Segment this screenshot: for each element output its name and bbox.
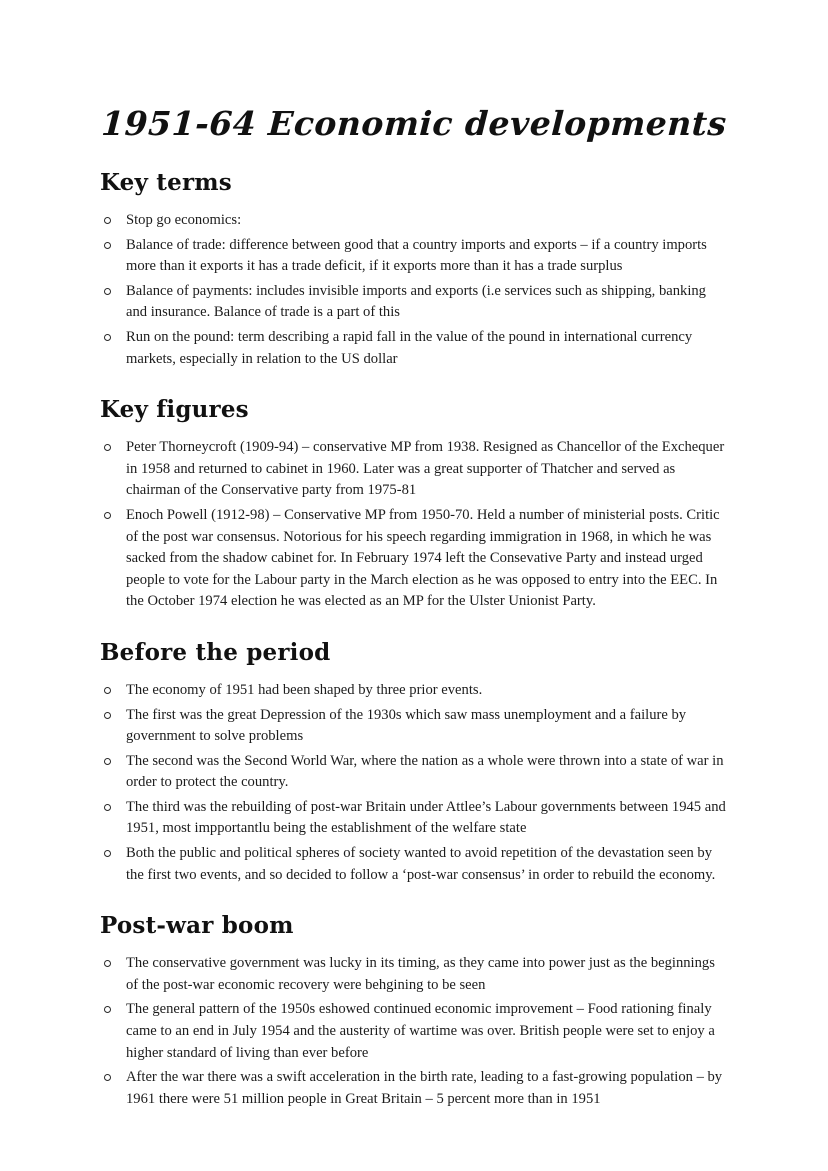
bullet-icon (104, 444, 111, 451)
list-item (100, 505, 728, 613)
bullet-text: Balance of trade: difference between good that a country imports and exports – if a country imports more than it exports it has a trade deficit, if it exports more than it has a trade surplus (126, 236, 707, 275)
page-title: 1951-64 Economic developments (100, 104, 728, 143)
section-heading: Before the period (100, 638, 331, 666)
section-key-figures (100, 396, 728, 613)
bullet-icon (104, 1006, 111, 1013)
bullet-icon (104, 758, 111, 765)
bullet-list (100, 210, 728, 370)
bullet-text: The conservative government was lucky in its timing, as they came into power just as the beginnings of the post-war economic recovery were behgining to be seen (126, 955, 715, 993)
bullet-text: The general pattern of the 1950s eshowed continued economic improvement – Food rationing finaly came to an end in July 1954 and the austerity of wartime was over. British people were set to enjoy a higher standard of living than ever before (126, 1001, 715, 1061)
bullet-icon (104, 960, 111, 967)
list-item (100, 1067, 728, 1110)
bullet-text: After the war there was a swift acceleration in the birth rate, leading to a fast-growing population – by 1961 there were 51 million people in Great Britain – 5 percent more than in 1951 (126, 1069, 723, 1107)
bullet-text: Peter Thorneycroft (1909-94) – conservative MP from 1938. Resigned as Chancellor of the Exchequer in 1958 and returned to cabinet in 1960. Later was a great supporter of Thatcher and served as chairman of the Conservative party from 1975-81 (126, 439, 725, 499)
list-item (100, 953, 728, 996)
bullet-icon (104, 288, 111, 295)
bullet-list (100, 953, 728, 1110)
bullet-text: The third was the rebuilding of post-war Britain under Attlee’s Labour governments between 1945 and 1951, most impportantlu being the establishment of the welfare state (126, 798, 726, 837)
list-item (100, 235, 728, 278)
bullet-icon (104, 687, 111, 694)
bullet-text: The economy of 1951 had been shaped by three prior events. (126, 681, 483, 698)
bullet-text: Both the public and political spheres of society wanted to avoid repetition of the devastation seen by the first two events, and so decided to follow a ‘post-war consensus’ in order to rebuild the economy. (126, 845, 716, 883)
section-heading: Key terms (100, 169, 232, 196)
list-item (100, 210, 728, 232)
bullet-icon (104, 804, 111, 811)
bullet-list (100, 437, 728, 613)
bullet-text: Balance of payments: includes invisible imports and exports (i.e services such as shipping, banking and insurance. Balance of trade is a part of this (126, 282, 706, 321)
list-item (100, 437, 728, 502)
bullet-text: The first was the great Depression of the 1930s which saw mass unemployment and a failure by government to solve problems (126, 706, 687, 745)
section-key-terms (100, 169, 728, 370)
list-item (100, 751, 728, 794)
list-item (100, 843, 728, 886)
bullet-icon (104, 242, 111, 249)
bullet-icon (104, 850, 111, 857)
section-post-war-boom (100, 912, 728, 1110)
list-item (100, 680, 728, 702)
bullet-icon (104, 512, 111, 519)
bullet-icon (104, 217, 111, 224)
section-before-the-period (100, 639, 728, 886)
list-item (100, 999, 728, 1064)
list-item (100, 281, 728, 324)
bullet-text: Stop go economics: (126, 212, 242, 228)
bullet-text: Enoch Powell (1912-98) – Conservative MP from 1950-70. Held a number of ministerial posts. Critic of the post war consensus. Notorious for his speech regarding immigration in 1968, in which he was sacked from the shadow cabinet for. In February 1974 left the Consevative Party and instead urged people to vote for the Labour party in the March election as he was opposed to entry into the EEC. In the October 1974 election he was elected as an MP for the Ulster Unionist Party. (126, 506, 720, 610)
bullet-text: The second was the Second World War, where the nation as a whole were thrown into a state of war in order to protect the country. (126, 752, 724, 791)
bullet-icon (104, 1074, 111, 1081)
section-heading: Post-war boom (100, 912, 294, 940)
list-item (100, 327, 728, 370)
section-heading: Key figures (100, 396, 249, 424)
bullet-text: Run on the pound: term describing a rapid fall in the value of the pound in international currency markets, especially in relation to the US dollar (126, 328, 693, 367)
list-item (100, 705, 728, 748)
bullet-icon (104, 712, 111, 719)
bullet-list (100, 680, 728, 886)
bullet-icon (104, 334, 111, 341)
list-item (100, 797, 728, 840)
